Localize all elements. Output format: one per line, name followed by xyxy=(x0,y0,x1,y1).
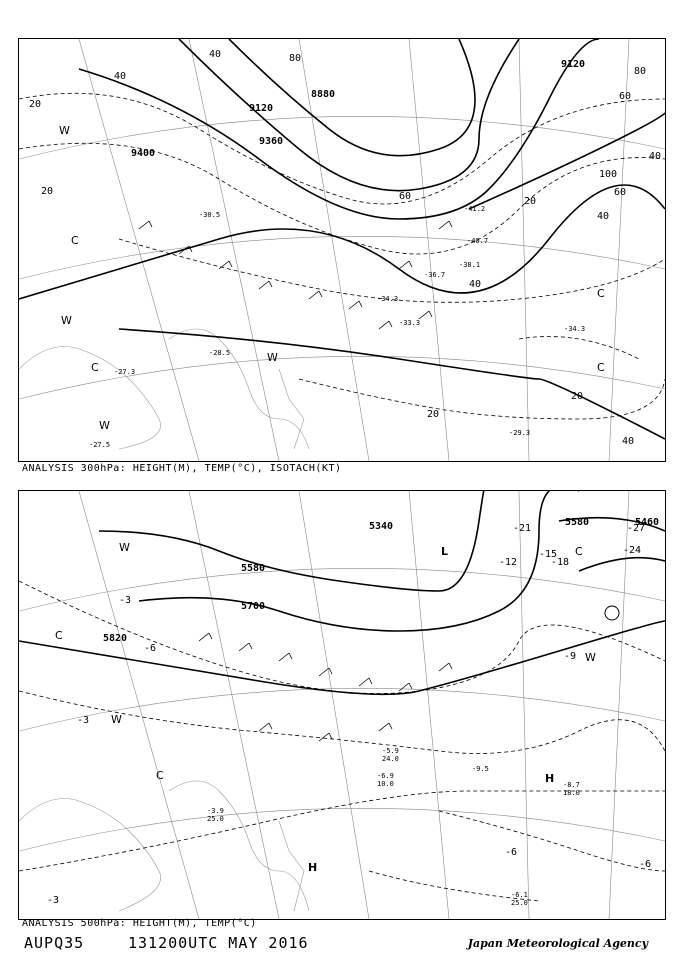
isotach-label: 100 xyxy=(599,169,618,180)
obs-dewpoint: 25.0 xyxy=(511,899,528,907)
warm-symbol: W xyxy=(119,541,130,554)
isotach-label: 20 xyxy=(29,99,42,110)
temp-label: -28.5 xyxy=(209,349,231,357)
map-panel-300hpa xyxy=(18,38,666,462)
cold-symbol: C xyxy=(91,361,99,374)
closed-contour xyxy=(605,606,619,620)
height-label: 5460 xyxy=(635,517,660,528)
isotherm-label: -6 xyxy=(505,847,518,858)
temp-label: -27.3 xyxy=(114,368,136,376)
height-label: 8880 xyxy=(311,89,336,100)
valid-time: 131200UTC MAY 2016 xyxy=(128,934,309,952)
height-label: 5580 xyxy=(241,563,266,574)
isotach-label: 60 xyxy=(619,91,632,102)
obs-temp: -8.7 xyxy=(563,781,580,789)
temp-label: -33.3 xyxy=(399,319,421,327)
height-labels xyxy=(131,59,585,159)
isotherm-label: -9 xyxy=(564,651,577,662)
isotherm-label: -6 xyxy=(144,643,157,654)
high-center: H xyxy=(308,861,318,874)
isotherm-label: -15 xyxy=(539,549,558,560)
high-center: H xyxy=(545,772,555,785)
chart-id: AUPQ35 xyxy=(24,934,85,952)
station-obs xyxy=(207,747,580,907)
obs-temp: -6.1 xyxy=(511,891,528,899)
isotach-label: 40 xyxy=(469,279,482,290)
temp-label: -29.3 xyxy=(509,429,531,437)
warm-symbol: W xyxy=(111,713,122,726)
obs-temp: -6.9 xyxy=(377,772,394,780)
map-300hpa-canvas xyxy=(19,39,665,461)
isotach-label: 20 xyxy=(524,196,537,207)
obs-temp: -9.5 xyxy=(472,765,489,773)
obs-temp: -3.9 xyxy=(207,807,224,815)
cold-symbol: C xyxy=(156,769,164,782)
temp-label: -40.7 xyxy=(467,237,489,245)
obs-dewpoint: 10.0 xyxy=(377,780,394,788)
temp-label: -36.7 xyxy=(424,271,446,279)
isotherm-label: -3 xyxy=(47,895,60,906)
obs-temp: -5.9 xyxy=(382,747,399,755)
cold-symbol: C xyxy=(575,545,583,558)
air-mass-symbols xyxy=(59,124,605,432)
height-label: 9400 xyxy=(131,148,156,159)
cold-symbol: C xyxy=(55,629,63,642)
isotach-label: 40 xyxy=(209,49,222,60)
temp-label: -34.3 xyxy=(377,295,399,303)
obs-dewpoint: 24.0 xyxy=(382,755,399,763)
isotach-label: 20 xyxy=(41,186,54,197)
isotach-labels xyxy=(29,49,661,447)
isotach-label: 80 xyxy=(289,53,302,64)
isotherm-label: -3 xyxy=(77,715,90,726)
map-500hpa-canvas xyxy=(19,491,665,919)
height-label: 5580 xyxy=(565,517,590,528)
isotherms xyxy=(19,581,665,901)
warm-symbol: W xyxy=(99,419,110,432)
temp-label: -38.1 xyxy=(459,261,481,269)
height-label: 5700 xyxy=(241,601,266,612)
caption-500hpa: ANALYSIS 500hPa: HEIGHT(M), TEMP(°C) xyxy=(22,918,257,929)
cold-symbol: C xyxy=(71,234,79,247)
height-label: 9360 xyxy=(259,136,284,147)
height-label: 5820 xyxy=(103,633,128,644)
height-label: 5340 xyxy=(369,521,394,532)
height-label: 9120 xyxy=(249,103,274,114)
warm-symbol: W xyxy=(267,351,278,364)
temp-label: -30.5 xyxy=(199,211,221,219)
lat-lon-grid xyxy=(19,39,665,461)
isotherm-label: -27 xyxy=(627,523,646,534)
isotherm-label: -21 xyxy=(513,523,532,534)
temp-label: -27.5 xyxy=(89,441,111,449)
obs-dewpoint: 25.0 xyxy=(207,815,224,823)
pressure-centers xyxy=(308,545,554,874)
caption-300hpa: ANALYSIS 300hPa: HEIGHT(M), TEMP(°C), ISOTACH(KT) xyxy=(22,463,342,474)
isotherm-labels xyxy=(47,523,651,906)
cold-symbol: C xyxy=(597,361,605,374)
low-center: L xyxy=(441,545,449,558)
isotherm-label: -12 xyxy=(499,557,518,568)
cold-symbol: C xyxy=(597,287,605,300)
map-panel-500hpa xyxy=(18,490,666,920)
coastline xyxy=(19,781,309,911)
isotherm-label: -3 xyxy=(119,595,132,606)
isotach-label: 60 xyxy=(399,191,412,202)
temp-label: -41.2 xyxy=(464,205,486,213)
isotach-label: 40 xyxy=(114,71,127,82)
isotach-label: 60 xyxy=(614,187,627,198)
warm-symbol: W xyxy=(61,314,72,327)
isotach-label: 20 xyxy=(427,409,440,420)
temp-obs-labels xyxy=(89,205,585,449)
air-mass-symbols xyxy=(55,541,596,782)
agency-name: Japan Meteorological Agency xyxy=(467,937,648,950)
isotach-label: 40 xyxy=(597,211,610,222)
isotach-label: 40 xyxy=(649,151,662,162)
lat-lon-grid xyxy=(19,491,665,919)
isotach-label: 20 xyxy=(571,391,584,402)
temp-label: -34.3 xyxy=(564,325,586,333)
height-contours xyxy=(19,39,665,439)
isotherm-label: -24 xyxy=(623,545,642,556)
wind-barbs xyxy=(199,633,452,741)
height-labels xyxy=(103,517,659,644)
isotherm-label: -18 xyxy=(551,557,570,568)
height-label: 9120 xyxy=(561,59,586,70)
isotherm-label: -6 xyxy=(639,859,652,870)
warm-symbol: W xyxy=(59,124,70,137)
obs-dewpoint: 18.0 xyxy=(563,789,580,797)
isotach-label: 80 xyxy=(634,66,647,77)
warm-symbol: W xyxy=(585,651,596,664)
isotach-label: 40 xyxy=(622,436,635,447)
